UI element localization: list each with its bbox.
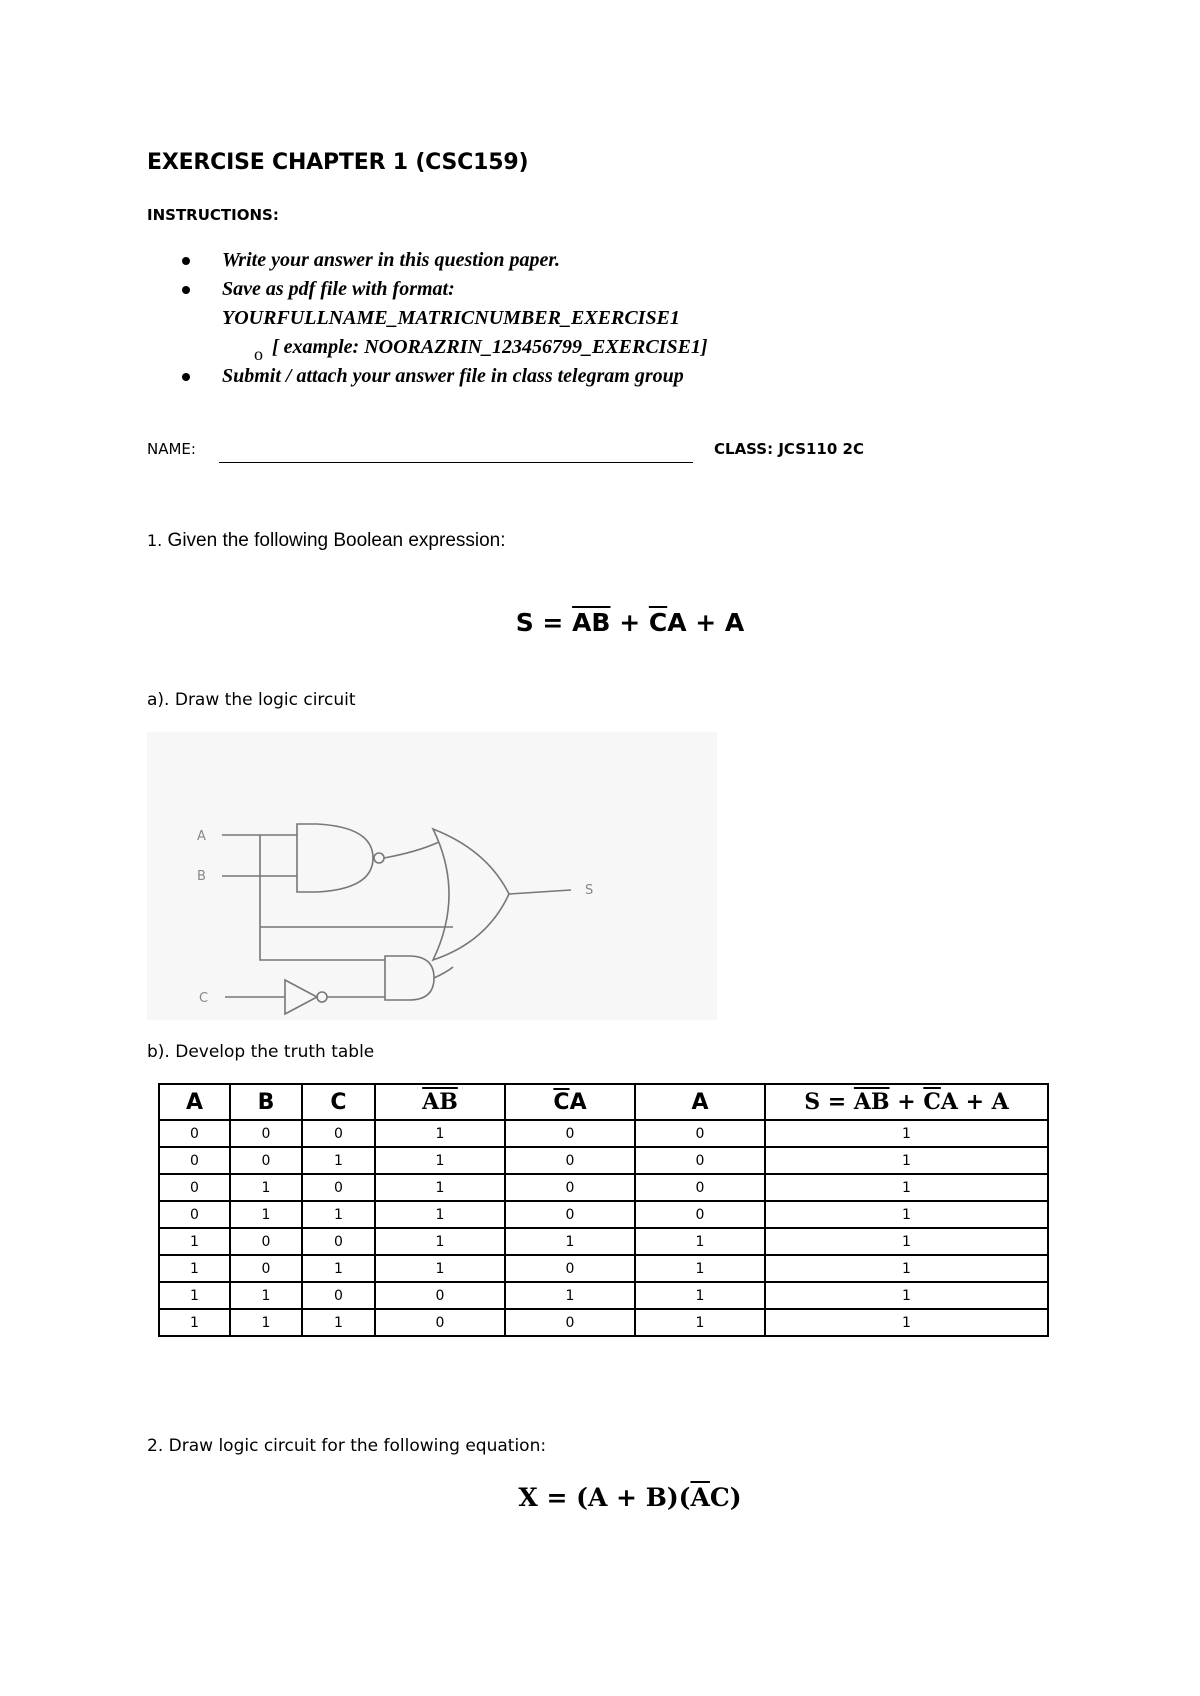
instruction-item: Write your answer in this question paper. xyxy=(182,246,708,275)
table-cell: 0 xyxy=(505,1120,635,1147)
table-cell: 1 xyxy=(765,1147,1048,1174)
instructions-heading: INSTRUCTIONS: xyxy=(147,206,279,224)
table-cell: 1 xyxy=(375,1201,505,1228)
instruction-example: o [ example: NOORAZRIN_123456799_EXERCISE1] xyxy=(182,333,708,362)
table-cell: 0 xyxy=(230,1147,302,1174)
table-cell: 0 xyxy=(635,1147,765,1174)
truth-table-header xyxy=(159,1084,1048,1120)
circuit-label-c: C xyxy=(199,991,209,1006)
table-cell: 1 xyxy=(159,1228,230,1255)
table-cell: 0 xyxy=(230,1120,302,1147)
table-row xyxy=(159,1228,1048,1255)
table-cell: 1 xyxy=(635,1282,765,1309)
table-cell: 1 xyxy=(159,1282,230,1309)
table-cell: 1 xyxy=(375,1228,505,1255)
table-row xyxy=(159,1120,1048,1147)
table-cell: 1 xyxy=(159,1255,230,1282)
circuit-label-b: B xyxy=(197,869,206,884)
header-a2: A xyxy=(635,1084,765,1120)
table-row xyxy=(159,1174,1048,1201)
table-cell: 0 xyxy=(505,1174,635,1201)
table-cell: 0 xyxy=(375,1309,505,1336)
table-cell: 1 xyxy=(230,1174,302,1201)
sub-bullet-icon: o xyxy=(254,344,263,364)
header-cbar-a: $\overline{C}A$ xyxy=(505,1084,635,1120)
q2-equation: $X = (A + B)(\overline{A}C)$ xyxy=(518,1483,742,1512)
part-a-label: a). Draw the logic circuit xyxy=(147,690,356,710)
table-cell: 1 xyxy=(302,1201,375,1228)
table-row xyxy=(159,1201,1048,1228)
bullet-icon xyxy=(182,373,190,381)
truth-table xyxy=(158,1083,1049,1337)
table-cell: 1 xyxy=(635,1255,765,1282)
table-cell: 0 xyxy=(635,1120,765,1147)
table-cell: 1 xyxy=(765,1174,1048,1201)
instruction-item-format: YOURFULLNAME_MATRICNUMBER_EXERCISE1 xyxy=(222,307,680,329)
table-cell: 1 xyxy=(375,1174,505,1201)
table-cell: 1 xyxy=(230,1309,302,1336)
table-cell: 0 xyxy=(159,1120,230,1147)
table-cell: 1 xyxy=(635,1228,765,1255)
table-cell: 1 xyxy=(765,1120,1048,1147)
page-title: EXERCISE CHAPTER 1 (CSC159) xyxy=(147,150,529,175)
name-label: NAME: xyxy=(147,440,196,458)
class-label: CLASS: JCS110 2C xyxy=(714,440,864,458)
table-cell: 1 xyxy=(765,1282,1048,1309)
table-cell: 0 xyxy=(302,1228,375,1255)
table-cell: 0 xyxy=(505,1201,635,1228)
logic-circuit-drawing xyxy=(147,732,717,1020)
bullet-icon xyxy=(182,286,190,294)
table-cell: 0 xyxy=(230,1228,302,1255)
table-cell: 1 xyxy=(635,1309,765,1336)
table-cell: 1 xyxy=(765,1309,1048,1336)
table-row xyxy=(159,1147,1048,1174)
table-cell: 1 xyxy=(302,1309,375,1336)
table-row xyxy=(159,1255,1048,1282)
table-cell: 1 xyxy=(230,1201,302,1228)
table-cell: 0 xyxy=(505,1255,635,1282)
bullet-icon xyxy=(182,257,190,265)
header-s: $S = \overline{AB} + \overline{C}A + A$ xyxy=(765,1084,1048,1120)
table-cell: 1 xyxy=(230,1282,302,1309)
table-cell: 1 xyxy=(765,1255,1048,1282)
table-cell: 0 xyxy=(505,1147,635,1174)
table-cell: 0 xyxy=(302,1282,375,1309)
table-cell: 1 xyxy=(765,1201,1048,1228)
table-cell: 1 xyxy=(375,1120,505,1147)
instructions-list xyxy=(182,246,708,391)
table-cell: 1 xyxy=(375,1255,505,1282)
table-cell: 0 xyxy=(159,1147,230,1174)
logic-circuit-sketch xyxy=(147,732,717,1020)
circuit-label-s: S xyxy=(585,883,594,898)
table-cell: 1 xyxy=(505,1228,635,1255)
table-cell: 0 xyxy=(302,1120,375,1147)
instruction-item: Save as pdf file with format: xyxy=(182,275,708,304)
header-a: A xyxy=(159,1084,230,1120)
table-cell: 0 xyxy=(505,1309,635,1336)
table-cell: 0 xyxy=(635,1201,765,1228)
table-cell: 0 xyxy=(159,1201,230,1228)
question-1: 1. Given the following Boolean expression: xyxy=(147,530,506,551)
circuit-label-a: A xyxy=(197,829,206,844)
table-cell: 0 xyxy=(375,1282,505,1309)
table-cell: 1 xyxy=(302,1147,375,1174)
header-b: B xyxy=(230,1084,302,1120)
table-cell: 1 xyxy=(375,1147,505,1174)
table-cell: 1 xyxy=(302,1255,375,1282)
table-cell: 1 xyxy=(505,1282,635,1309)
instruction-item: Submit / attach your answer file in class telegram group xyxy=(182,362,708,391)
question-2: 2. Draw logic circuit for the following equation: xyxy=(147,1436,547,1456)
table-cell: 1 xyxy=(159,1309,230,1336)
table-row xyxy=(159,1282,1048,1309)
table-cell: 0 xyxy=(302,1174,375,1201)
q1-equation: $S = \overline{AB} + \overline{C}A + A$ xyxy=(515,608,745,637)
header-c: C xyxy=(302,1084,375,1120)
table-cell: 0 xyxy=(230,1255,302,1282)
header-ab-bar: $\overline{AB}$ xyxy=(375,1084,505,1120)
table-cell: 0 xyxy=(159,1174,230,1201)
table-cell: 0 xyxy=(635,1174,765,1201)
table-row xyxy=(159,1309,1048,1336)
name-field-line[interactable] xyxy=(219,462,693,463)
part-b-label: b). Develop the truth table xyxy=(147,1042,375,1062)
table-cell: 1 xyxy=(765,1228,1048,1255)
